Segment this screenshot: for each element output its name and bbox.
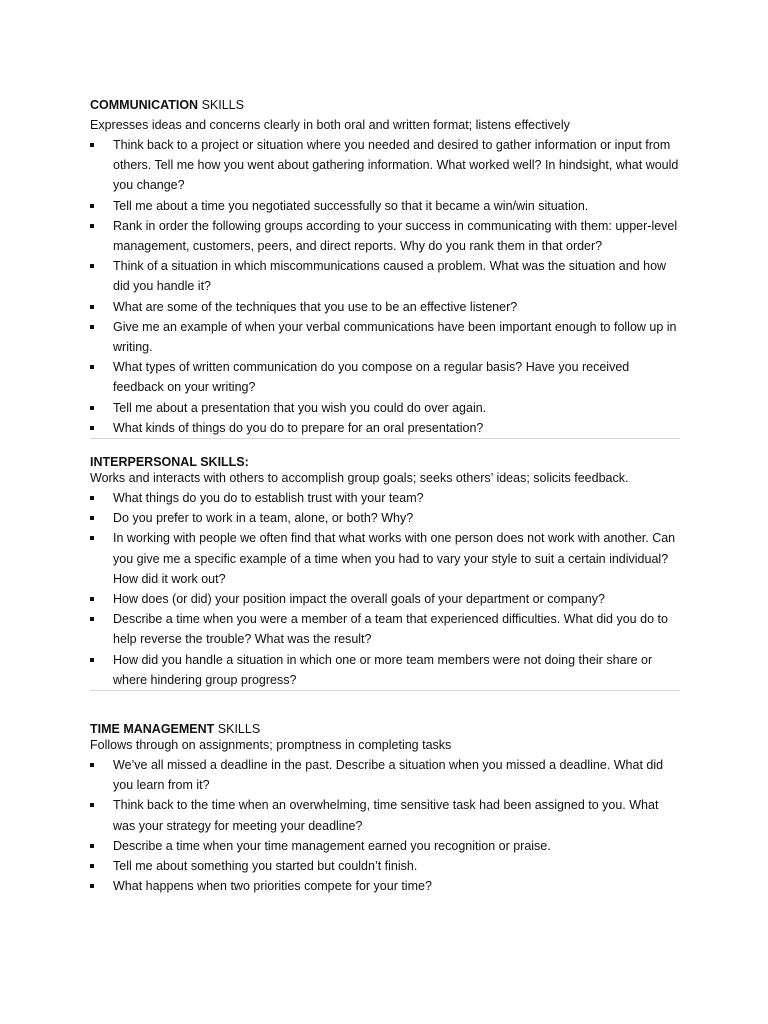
- question-item: [90, 609, 680, 649]
- square-bullet-icon: [90, 365, 94, 369]
- question-text: What are some of the techniques that you use to be an effective listener?: [113, 299, 518, 314]
- question-item: [90, 418, 680, 438]
- section-description: Works and interacts with others to accomplish group goals; seeks others’ ideas; solicits feedback.: [90, 471, 629, 486]
- section-heading: [90, 454, 680, 470]
- section-heading-bold: TIME MANAGEMENT: [90, 722, 215, 737]
- section-heading: [90, 721, 680, 737]
- question-text: Think back to a project or situation where you needed and desired to gather information or input from others. Tell me how you went about gathering information. What worked well? In hindsight, what would you change?: [113, 138, 679, 193]
- question-item: [90, 357, 680, 397]
- section-divider: [90, 438, 680, 439]
- question-text: We’ve all missed a deadline in the past. Describe a situation when you missed a deadline. What did you learn from it?: [113, 758, 664, 793]
- question-item: [90, 876, 680, 896]
- question-text: How did you handle a situation in which one or more team members were not doing their share or where hindering group progress?: [113, 652, 653, 687]
- square-bullet-icon: [90, 143, 94, 147]
- question-text: What types of written communication do you compose on a regular basis? Have you received feedback on your writing?: [113, 360, 630, 395]
- question-item: [90, 297, 680, 317]
- square-bullet-icon: [90, 617, 94, 621]
- square-bullet-icon: [90, 658, 94, 662]
- document-page: [90, 96, 680, 897]
- question-text: What things do you do to establish trust with your team?: [113, 491, 424, 506]
- square-bullet-icon: [90, 426, 94, 430]
- section-heading-bold: COMMUNICATION: [90, 98, 199, 112]
- question-list: [90, 135, 680, 438]
- section-heading-rest: SKILLS: [198, 98, 244, 112]
- square-bullet-icon: [90, 325, 94, 329]
- square-bullet-icon: [90, 406, 94, 410]
- question-list: [90, 488, 680, 690]
- question-item: [90, 755, 680, 795]
- question-item: [90, 856, 680, 876]
- question-item: [90, 589, 680, 609]
- square-bullet-icon: [90, 597, 94, 601]
- question-item: [90, 317, 680, 357]
- question-item: [90, 528, 680, 589]
- question-item: [90, 650, 680, 690]
- question-text: Tell me about something you started but couldn’t finish.: [113, 859, 418, 874]
- question-text: Give me an example of when your verbal communications have been important enough to follow up in writing.: [113, 319, 677, 355]
- square-bullet-icon: [90, 864, 94, 868]
- question-item: [90, 135, 680, 196]
- question-text: What kinds of things do you do to prepare for an oral presentation?: [113, 420, 484, 435]
- square-bullet-icon: [90, 884, 94, 888]
- square-bullet-icon: [90, 536, 94, 540]
- square-bullet-icon: [90, 264, 94, 268]
- question-text: Think of a situation in which miscommunications caused a problem. What was the situation and how did you handle it?: [113, 259, 667, 294]
- square-bullet-icon: [90, 516, 94, 520]
- question-item: [90, 488, 680, 508]
- communication-skills-section: [90, 96, 680, 439]
- section-heading-rest: SKILLS: [214, 722, 261, 737]
- question-list: [90, 755, 680, 896]
- section-divider: [90, 690, 680, 691]
- question-text: Do you prefer to work in a team, alone, or both? Why?: [113, 511, 414, 526]
- question-item: [90, 795, 680, 835]
- section-description: Follows through on assignments; promptness in completing tasks: [90, 738, 452, 753]
- question-item: [90, 216, 680, 256]
- square-bullet-icon: [90, 803, 94, 807]
- question-text: In working with people we often find that what works with one person does not work with another. Can you give me a specific example of a time when you had to vary your style to suit a certain individual? How did it work out?: [113, 531, 676, 586]
- square-bullet-icon: [90, 763, 94, 767]
- question-text: What happens when two priorities compete for your time?: [113, 879, 432, 894]
- time-management-skills-section: [90, 721, 680, 896]
- question-text: Describe a time when your time management earned you recognition or praise.: [113, 838, 551, 853]
- question-text: Tell me about a presentation that you wish you could do over again.: [113, 400, 487, 415]
- square-bullet-icon: [90, 844, 94, 848]
- section-heading: [90, 96, 680, 114]
- question-item: [90, 196, 680, 216]
- question-text: Rank in order the following groups according to your success in communicating with them: upper-level management, customers, peers, and direct reports. Why do you rank them in that order?: [113, 218, 678, 254]
- question-text: Tell me about a time you negotiated successfully so that it became a win/win situation.: [113, 198, 589, 213]
- interpersonal-skills-section: [90, 454, 680, 691]
- square-bullet-icon: [90, 224, 94, 228]
- section-heading-bold: INTERPERSONAL SKILLS:: [90, 455, 249, 470]
- square-bullet-icon: [90, 305, 94, 309]
- question-item: [90, 256, 680, 296]
- question-text: How does (or did) your position impact the overall goals of your department or company?: [113, 592, 605, 607]
- question-text: Describe a time when you were a member of a team that experienced difficulties. What did you do to help reverse the trouble? What was the result?: [113, 612, 668, 647]
- section-description: Expresses ideas and concerns clearly in both oral and written format; listens effectively: [90, 118, 570, 132]
- question-item: [90, 836, 680, 856]
- question-item: [90, 508, 680, 528]
- question-item: [90, 398, 680, 418]
- square-bullet-icon: [90, 204, 94, 208]
- question-text: Think back to the time when an overwhelming, time sensitive task had been assigned to you. What was your strategy for meeting your deadline?: [113, 798, 659, 833]
- square-bullet-icon: [90, 496, 94, 500]
